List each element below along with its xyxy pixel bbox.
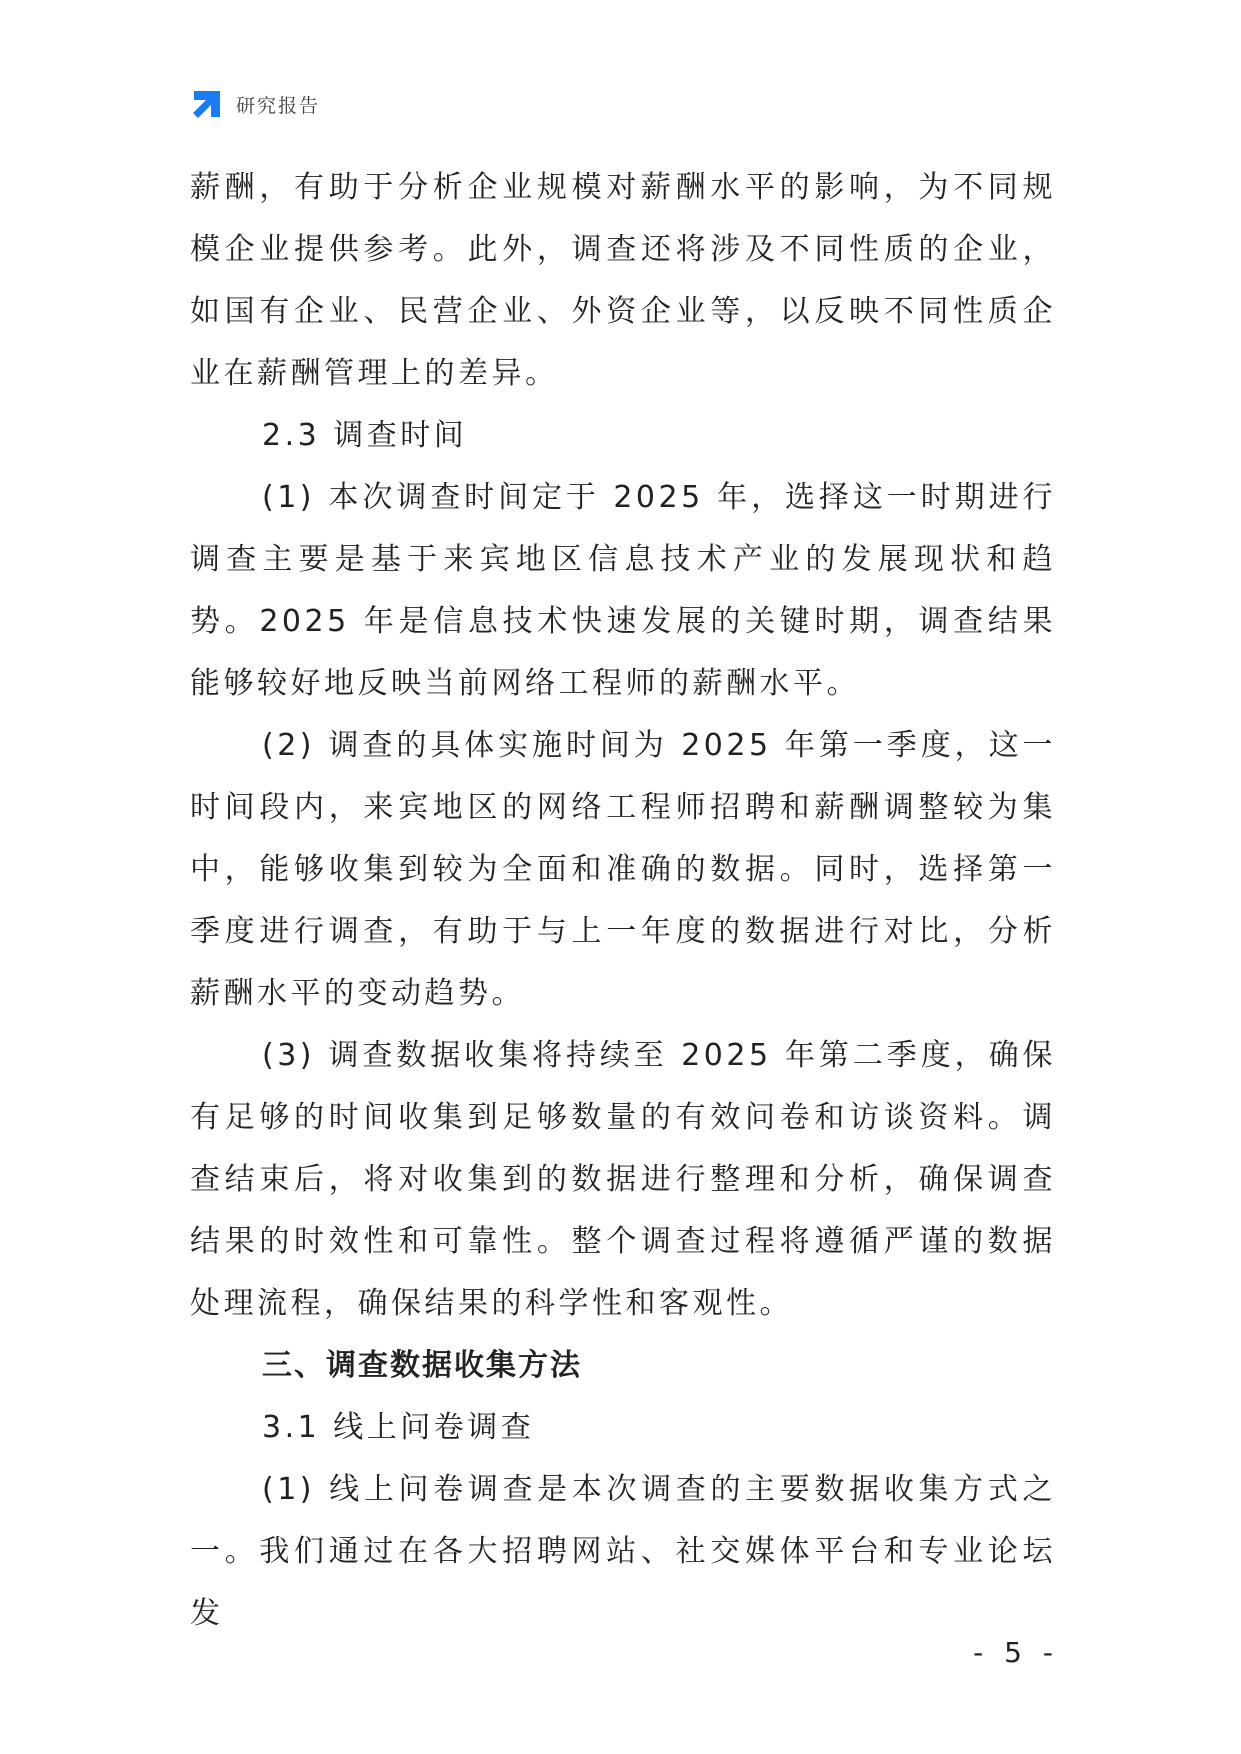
report-header: [190, 86, 320, 122]
arrow-up-right-icon: [190, 87, 224, 121]
page-number: - 5 -: [973, 1636, 1059, 1669]
paragraph-2-3-2: (2) 调查的具体实施时间为 2025 年第一季度，这一时间段内，来宾地区的网络工程师招聘和薪酬调整较为集中，能够收集到较为全面和准确的数据。同时，选择第一季度进行调查，有助于与上一年度的数据进行对比，分析薪酬水平的变动趋势。: [190, 728, 1056, 1011]
header-title: 研究报告: [236, 94, 321, 117]
subheading-2-3: 2.3 调查时间: [262, 418, 468, 453]
paragraph-3-1-1: (1) 线上问卷调查是本次调查的主要数据收集方式之一。我们通过在各大招聘网站、社交媒体平台和专业论坛发: [190, 1472, 1056, 1631]
section-heading-3: 三、调查数据收集方法: [262, 1348, 582, 1383]
subheading-3-1: 3.1 线上问卷调查: [262, 1410, 535, 1445]
paragraph-2-3-3: (3) 调查数据收集将持续至 2025 年第二季度，确保有足够的时间收集到足够数量的有效问卷和访谈资料。调查结束后，将对收集到的数据进行整理和分析，确保调查结果的时效性和可靠性。整个调查过程将遵循严谨的数据处理流程，确保结果的科学性和客观性。: [190, 1038, 1056, 1321]
document-body: [190, 157, 1056, 1645]
paragraph-2-3-1: (1) 本次调查时间定于 2025 年，选择这一时期进行调查主要是基于来宾地区信息技术产业的发展现状和趋势。2025 年是信息技术快速发展的关键时期，调查结果能够较好地反映当前网络工程师的薪酬水平。: [190, 480, 1056, 701]
paragraph-continued: 薪酬，有助于分析企业规模对薪酬水平的影响，为不同规模企业提供参考。此外，调查还将涉及不同性质的企业，如国有企业、民营企业、外资企业等，以反映不同性质企业在薪酬管理上的差异。: [190, 170, 1056, 391]
